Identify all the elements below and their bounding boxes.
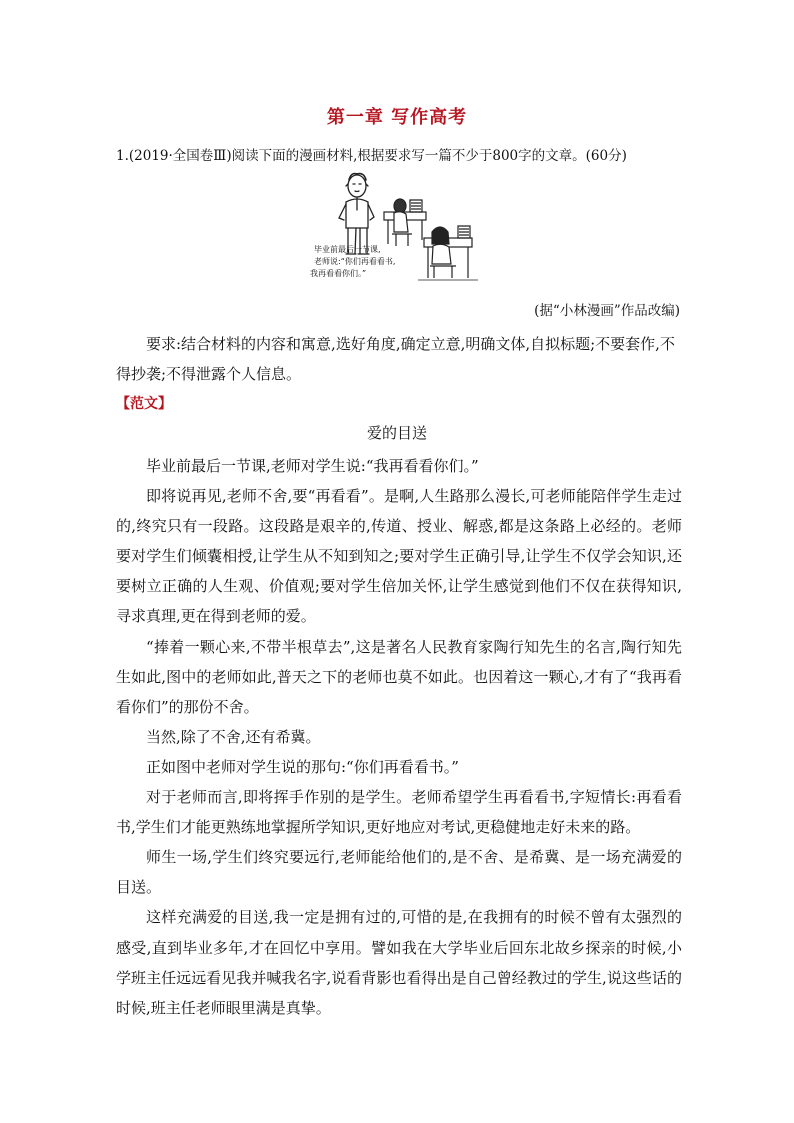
comic-caption-line: 毕业前最后一节课, <box>314 245 381 254</box>
chapter-title: 第一章 写作高考 <box>326 107 468 128</box>
essay-paragraph: 正如图中老师对学生说的那句:“你们再看看书。” <box>146 757 459 776</box>
comic-caption-line: 我再看看你们。” <box>310 269 367 278</box>
comic-caption-line: 老师说:“你们再看看书, <box>314 257 396 266</box>
essay-paragraph: 师生一场,学生们终究要远行,老师能给他们的,是不舍、是希冀、是一场充满爱的目送。 <box>116 848 682 897</box>
essay-body <box>116 451 682 1023</box>
front-student <box>418 226 478 280</box>
teacher-figure <box>339 174 374 254</box>
back-student <box>384 199 426 246</box>
comic-caption <box>310 244 395 278</box>
requirement-block <box>116 329 680 389</box>
source-note: (据“小林漫画”作品改编) <box>534 303 680 319</box>
essay-paragraph: 这样充满爱的目送,我一定是拥有过的,可惜的是,在我拥有的时候不曾有太强烈的感受,直到毕业多年,才在回忆中享用。譬如我在大学毕业后回东北故乡探亲的时候,小学班主任远远看见我并喊我名字,说看背影也看得出是自己曾经教过的学生,说这些话的时候,班主任老师眼里满是真挚。 <box>116 908 682 1017</box>
question-prompt: 1.(2019·全国卷Ⅲ)阅读下面的漫画材料,根据要求写一篇不少于800字的文章。(60分) <box>116 148 627 164</box>
comic-illustration <box>308 170 484 288</box>
essay-paragraph: 即将说再见,老师不舍,要“再看看”。是啊,人生路那么漫长,可老师能陪伴学生走过的,终究只有一段路。这段路是艰辛的,传道、授业、解惑,都是这条路上必经的。老师要对学生们倾囊相授,让学生从不知到知之;要对学生正确引导,让学生不仅学会知识,还要树立正确的人生观、价值观;要对学生倍加关怀,让学生感觉到他们不仅在获得知识,寻求真理,更在得到老师的爱。 <box>116 487 682 626</box>
essay-paragraph: 对于老师而言,即将挥手作别的是学生。老师希望学生再看看书,字短情长:再看看书,学生们才能更熟练地掌握所学知识,更好地应对考试,更稳健地走好未来的路。 <box>116 788 682 837</box>
essay-title: 爱的目送 <box>366 424 427 442</box>
essay-paragraph: 毕业前最后一节课,老师对学生说:“我再看看你们。” <box>146 457 479 475</box>
sample-essay-label: 【范文】 <box>116 396 172 412</box>
essay-paragraph: “捧着一颗心来,不带半根草去”,这是著名人民教育家陶行知先生的名言,陶行知先生如此,图中的老师如此,普天之下的老师也莫不如此。也因着这一颗心,才有了“我再看看你们”的那份不舍。 <box>116 637 682 716</box>
requirement-text: 要求:结合材料的内容和寓意,选好角度,确定立意,明确文体,自拟标题;不要套作,不得抄袭;不得泄露个人信息。 <box>116 335 675 383</box>
essay-paragraph: 当然,除了不舍,还有希冀。 <box>146 727 321 746</box>
